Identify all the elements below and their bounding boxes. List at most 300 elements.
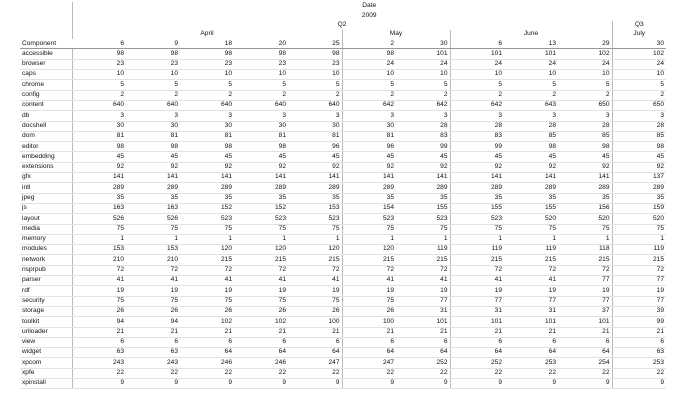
value-cell: 21 xyxy=(126,327,180,337)
value-cell: 2 xyxy=(234,90,288,100)
value-cell: 41 xyxy=(288,276,342,286)
value-cell: 75 xyxy=(288,224,342,234)
value-cell: 94 xyxy=(72,317,126,327)
value-cell: 28 xyxy=(396,121,450,131)
component-name-cell[interactable]: extensions xyxy=(20,162,72,172)
value-cell: 100 xyxy=(288,317,342,327)
component-name-cell[interactable]: modules xyxy=(20,245,72,255)
value-cell: 3 xyxy=(504,111,558,121)
value-cell: 243 xyxy=(126,358,180,368)
day-header[interactable]: 29 xyxy=(558,39,612,49)
value-cell: 21 xyxy=(450,327,504,337)
value-cell: 98 xyxy=(180,49,234,59)
value-cell: 101 xyxy=(396,49,450,59)
value-cell: 64 xyxy=(288,348,342,358)
value-cell: 30 xyxy=(72,121,126,131)
value-cell: 154 xyxy=(342,203,396,213)
value-cell: 21 xyxy=(558,327,612,337)
value-cell: 9 xyxy=(396,378,450,388)
value-cell: 45 xyxy=(180,152,234,162)
value-cell: 39 xyxy=(612,306,666,316)
table-row xyxy=(20,265,666,275)
day-header[interactable]: 6 xyxy=(72,39,126,49)
value-cell: 1 xyxy=(504,234,558,244)
value-cell: 92 xyxy=(180,162,234,172)
day-header[interactable]: 25 xyxy=(288,39,342,49)
quarter-header[interactable]: Q2 xyxy=(337,20,347,28)
value-cell: 72 xyxy=(342,265,396,275)
component-name-cell[interactable]: accessible xyxy=(20,49,72,59)
month-header[interactable]: April xyxy=(200,30,214,38)
component-name-cell[interactable]: js xyxy=(20,203,72,213)
value-cell: 30 xyxy=(180,121,234,131)
value-cell: 81 xyxy=(72,131,126,141)
value-cell: 6 xyxy=(396,337,450,347)
value-cell: 75 xyxy=(504,224,558,234)
day-header-row xyxy=(20,39,666,49)
value-cell: 141 xyxy=(504,173,558,183)
value-cell: 28 xyxy=(504,121,558,131)
value-cell: 41 xyxy=(450,276,504,286)
value-cell: 22 xyxy=(126,368,180,378)
component-name-cell[interactable]: toolkit xyxy=(20,317,72,327)
value-cell: 101 xyxy=(504,317,558,327)
value-cell: 81 xyxy=(234,131,288,141)
component-name-cell[interactable]: xpcom xyxy=(20,358,72,368)
value-cell: 96 xyxy=(288,142,342,152)
value-cell: 120 xyxy=(288,245,342,255)
value-cell: 92 xyxy=(450,162,504,172)
day-header[interactable]: 30 xyxy=(612,39,666,49)
value-cell: 3 xyxy=(558,111,612,121)
component-name-cell[interactable]: caps xyxy=(20,70,72,80)
value-cell: 77 xyxy=(612,276,666,286)
table-row xyxy=(20,131,666,141)
value-cell: 289 xyxy=(288,183,342,193)
value-cell: 141 xyxy=(342,173,396,183)
component-column-header[interactable]: Component xyxy=(20,39,72,49)
component-name-cell[interactable]: rdf xyxy=(20,286,72,296)
component-name-cell[interactable]: security xyxy=(20,296,72,306)
value-cell: 9 xyxy=(72,378,126,388)
value-cell: 215 xyxy=(342,255,396,265)
month-header[interactable]: July xyxy=(612,30,666,39)
value-cell: 83 xyxy=(450,131,504,141)
value-cell: 2 xyxy=(126,90,180,100)
month-header[interactable]: May xyxy=(342,30,450,39)
component-name-cell[interactable]: db xyxy=(20,111,72,121)
value-cell: 92 xyxy=(558,162,612,172)
value-cell: 5 xyxy=(558,80,612,90)
value-cell: 72 xyxy=(72,265,126,275)
component-name-cell[interactable]: content xyxy=(20,100,72,110)
value-cell: 289 xyxy=(612,183,666,193)
day-header[interactable]: 2 xyxy=(342,39,396,49)
table-row xyxy=(20,59,666,69)
value-cell: 64 xyxy=(450,348,504,358)
value-cell: 19 xyxy=(396,286,450,296)
table-row xyxy=(20,100,666,110)
quarter-header[interactable]: Q3 xyxy=(612,21,666,30)
component-name-cell[interactable]: dom xyxy=(20,131,72,141)
value-cell: 10 xyxy=(558,70,612,80)
table-row xyxy=(20,183,666,193)
value-cell: 101 xyxy=(450,49,504,59)
value-cell: 5 xyxy=(396,80,450,90)
value-cell: 10 xyxy=(450,70,504,80)
value-cell: 64 xyxy=(180,348,234,358)
value-cell: 22 xyxy=(180,368,234,378)
table-row xyxy=(20,80,666,90)
component-name-cell[interactable]: embedding xyxy=(20,152,72,162)
value-cell: 22 xyxy=(234,368,288,378)
value-cell: 243 xyxy=(72,358,126,368)
table-row xyxy=(20,286,666,296)
day-header[interactable]: 9 xyxy=(126,39,180,49)
value-cell: 30 xyxy=(288,121,342,131)
value-cell: 99 xyxy=(450,142,504,152)
day-header[interactable]: 6 xyxy=(450,39,504,49)
value-cell: 41 xyxy=(72,276,126,286)
value-cell: 246 xyxy=(180,358,234,368)
component-name-cell[interactable]: intl xyxy=(20,183,72,193)
value-cell: 23 xyxy=(234,59,288,69)
value-cell: 72 xyxy=(612,265,666,275)
value-cell: 10 xyxy=(288,70,342,80)
value-cell: 22 xyxy=(450,368,504,378)
value-cell: 35 xyxy=(126,193,180,203)
value-cell: 10 xyxy=(180,70,234,80)
value-cell: 23 xyxy=(180,59,234,69)
value-cell: 2 xyxy=(612,90,666,100)
value-cell: 9 xyxy=(126,378,180,388)
component-name-cell[interactable]: xpinstall xyxy=(20,378,72,388)
table-row xyxy=(20,142,666,152)
value-cell: 119 xyxy=(396,245,450,255)
value-cell: 98 xyxy=(72,142,126,152)
value-cell: 72 xyxy=(126,265,180,275)
value-cell: 24 xyxy=(396,59,450,69)
table-row xyxy=(20,255,666,265)
table-row xyxy=(20,327,666,337)
value-cell: 5 xyxy=(180,80,234,90)
component-name-cell[interactable]: chrome xyxy=(20,80,72,90)
value-cell: 2 xyxy=(180,90,234,100)
day-header[interactable]: 30 xyxy=(396,39,450,49)
value-cell: 247 xyxy=(342,358,396,368)
table-row xyxy=(20,111,666,121)
value-cell: 102 xyxy=(180,317,234,327)
value-cell: 41 xyxy=(504,276,558,286)
value-cell: 35 xyxy=(234,193,288,203)
value-cell: 24 xyxy=(504,59,558,69)
table-row xyxy=(20,337,666,347)
value-cell: 526 xyxy=(126,214,180,224)
component-name-cell[interactable]: memory xyxy=(20,234,72,244)
value-cell: 35 xyxy=(450,193,504,203)
value-cell: 21 xyxy=(180,327,234,337)
value-cell: 21 xyxy=(612,327,666,337)
value-cell: 254 xyxy=(558,358,612,368)
value-cell: 1 xyxy=(180,234,234,244)
value-cell: 10 xyxy=(126,70,180,80)
value-cell: 19 xyxy=(612,286,666,296)
value-cell: 2 xyxy=(342,90,396,100)
value-cell: 23 xyxy=(126,59,180,69)
value-cell: 75 xyxy=(234,224,288,234)
value-cell: 35 xyxy=(396,193,450,203)
component-name-cell[interactable]: nsprpub xyxy=(20,265,72,275)
value-cell: 100 xyxy=(342,317,396,327)
table-row xyxy=(20,348,666,358)
value-cell: 28 xyxy=(558,121,612,131)
value-cell: 210 xyxy=(72,255,126,265)
table-row xyxy=(20,203,666,213)
value-cell: 75 xyxy=(180,224,234,234)
value-cell: 98 xyxy=(126,49,180,59)
day-header[interactable]: 13 xyxy=(504,39,558,49)
value-cell: 215 xyxy=(504,255,558,265)
value-cell: 21 xyxy=(504,327,558,337)
value-cell: 19 xyxy=(234,286,288,296)
value-cell: 21 xyxy=(234,327,288,337)
value-cell: 98 xyxy=(612,142,666,152)
component-name-cell[interactable]: uriloader xyxy=(20,327,72,337)
value-cell: 81 xyxy=(126,131,180,141)
value-cell: 10 xyxy=(72,70,126,80)
value-cell: 2 xyxy=(396,90,450,100)
table-row xyxy=(20,245,666,255)
component-name-cell[interactable]: gfx xyxy=(20,173,72,183)
value-cell: 210 xyxy=(126,255,180,265)
component-name-cell[interactable]: storage xyxy=(20,306,72,316)
value-cell: 6 xyxy=(450,337,504,347)
value-cell: 75 xyxy=(72,224,126,234)
table-row xyxy=(20,378,666,388)
value-cell: 9 xyxy=(612,378,666,388)
value-cell: 75 xyxy=(234,296,288,306)
value-cell: 10 xyxy=(612,70,666,80)
value-cell: 9 xyxy=(450,378,504,388)
value-cell: 30 xyxy=(234,121,288,131)
month-header-row xyxy=(20,30,666,39)
value-cell: 1 xyxy=(342,234,396,244)
value-cell: 155 xyxy=(504,203,558,213)
component-name-cell[interactable]: parser xyxy=(20,276,72,286)
value-cell: 3 xyxy=(180,111,234,121)
table-row xyxy=(20,214,666,224)
value-cell: 72 xyxy=(234,265,288,275)
component-name-cell[interactable]: xpfe xyxy=(20,368,72,378)
value-cell: 141 xyxy=(288,173,342,183)
value-cell: 41 xyxy=(396,276,450,286)
component-name-cell[interactable]: widget xyxy=(20,348,72,358)
value-cell: 5 xyxy=(126,80,180,90)
value-cell: 119 xyxy=(612,245,666,255)
value-cell: 141 xyxy=(450,173,504,183)
value-cell: 6 xyxy=(288,337,342,347)
table-row xyxy=(20,276,666,286)
value-cell: 6 xyxy=(558,337,612,347)
value-cell: 26 xyxy=(180,306,234,316)
value-cell: 41 xyxy=(342,276,396,286)
value-cell: 6 xyxy=(72,337,126,347)
value-cell: 19 xyxy=(72,286,126,296)
value-cell: 85 xyxy=(612,131,666,141)
table-row xyxy=(20,296,666,306)
value-cell: 31 xyxy=(396,306,450,316)
value-cell: 99 xyxy=(612,317,666,327)
value-cell: 289 xyxy=(396,183,450,193)
value-cell: 24 xyxy=(558,59,612,69)
table-row xyxy=(20,173,666,183)
value-cell: 41 xyxy=(126,276,180,286)
value-cell: 98 xyxy=(504,142,558,152)
component-name-cell[interactable]: network xyxy=(20,255,72,265)
value-cell: 22 xyxy=(342,368,396,378)
component-name-cell[interactable]: media xyxy=(20,224,72,234)
value-cell: 523 xyxy=(288,214,342,224)
value-cell: 1 xyxy=(72,234,126,244)
value-cell: 3 xyxy=(234,111,288,121)
value-cell: 153 xyxy=(288,203,342,213)
value-cell: 141 xyxy=(180,173,234,183)
value-cell: 21 xyxy=(288,327,342,337)
pivot-table xyxy=(20,2,666,389)
value-cell: 153 xyxy=(126,245,180,255)
value-cell: 75 xyxy=(450,224,504,234)
value-cell: 640 xyxy=(288,100,342,110)
value-cell: 156 xyxy=(558,203,612,213)
value-cell: 23 xyxy=(72,59,126,69)
value-cell: 3 xyxy=(450,111,504,121)
table-row xyxy=(20,49,666,59)
value-cell: 526 xyxy=(72,214,126,224)
quarter-header-row xyxy=(20,21,666,30)
value-cell: 119 xyxy=(450,245,504,255)
value-cell: 523 xyxy=(342,214,396,224)
value-cell: 252 xyxy=(396,358,450,368)
year-header[interactable]: 2009 xyxy=(361,11,377,19)
value-cell: 101 xyxy=(504,49,558,59)
header-corner xyxy=(20,30,72,39)
component-name-cell[interactable]: view xyxy=(20,337,72,347)
table-row xyxy=(20,317,666,327)
value-cell: 72 xyxy=(450,265,504,275)
value-cell: 35 xyxy=(180,193,234,203)
value-cell: 45 xyxy=(288,152,342,162)
value-cell: 45 xyxy=(504,152,558,162)
value-cell: 640 xyxy=(180,100,234,110)
value-cell: 289 xyxy=(558,183,612,193)
value-cell: 92 xyxy=(342,162,396,172)
value-cell: 101 xyxy=(450,317,504,327)
value-cell: 215 xyxy=(180,255,234,265)
value-cell: 19 xyxy=(288,286,342,296)
value-cell: 163 xyxy=(126,203,180,213)
value-cell: 63 xyxy=(126,348,180,358)
table-row xyxy=(20,368,666,378)
value-cell: 101 xyxy=(558,317,612,327)
value-cell: 643 xyxy=(504,100,558,110)
value-cell: 9 xyxy=(504,378,558,388)
value-cell: 253 xyxy=(504,358,558,368)
value-cell: 1 xyxy=(396,234,450,244)
value-cell: 41 xyxy=(180,276,234,286)
value-cell: 159 xyxy=(612,203,666,213)
value-cell: 10 xyxy=(234,70,288,80)
component-name-cell[interactable]: layout xyxy=(20,214,72,224)
value-cell: 24 xyxy=(342,59,396,69)
value-cell: 642 xyxy=(342,100,396,110)
value-cell: 22 xyxy=(72,368,126,378)
value-cell: 24 xyxy=(612,59,666,69)
table-row xyxy=(20,162,666,172)
month-header[interactable]: June xyxy=(450,30,612,39)
value-cell: 19 xyxy=(180,286,234,296)
date-dimension-label[interactable]: Date xyxy=(362,2,377,10)
value-cell: 81 xyxy=(342,131,396,141)
value-cell: 650 xyxy=(612,100,666,110)
value-cell: 22 xyxy=(396,368,450,378)
day-header[interactable]: 20 xyxy=(234,39,288,49)
value-cell: 523 xyxy=(450,214,504,224)
value-cell: 19 xyxy=(504,286,558,296)
value-cell: 120 xyxy=(180,245,234,255)
value-cell: 75 xyxy=(342,296,396,306)
component-name-cell[interactable]: jpeg xyxy=(20,193,72,203)
value-cell: 6 xyxy=(342,337,396,347)
component-name-cell[interactable]: browser xyxy=(20,59,72,69)
value-cell: 85 xyxy=(504,131,558,141)
value-cell: 63 xyxy=(72,348,126,358)
value-cell: 75 xyxy=(180,296,234,306)
value-cell: 289 xyxy=(234,183,288,193)
value-cell: 92 xyxy=(612,162,666,172)
value-cell: 81 xyxy=(180,131,234,141)
value-cell: 102 xyxy=(612,49,666,59)
value-cell: 75 xyxy=(72,296,126,306)
value-cell: 1 xyxy=(234,234,288,244)
value-cell: 9 xyxy=(234,378,288,388)
value-cell: 6 xyxy=(180,337,234,347)
value-cell: 640 xyxy=(72,100,126,110)
component-name-cell[interactable]: config xyxy=(20,90,72,100)
table-row xyxy=(20,306,666,316)
value-cell: 246 xyxy=(234,358,288,368)
value-cell: 23 xyxy=(288,59,342,69)
value-cell: 75 xyxy=(342,224,396,234)
value-cell: 28 xyxy=(612,121,666,131)
value-cell: 64 xyxy=(234,348,288,358)
component-name-cell[interactable]: docshell xyxy=(20,121,72,131)
value-cell: 289 xyxy=(342,183,396,193)
value-cell: 26 xyxy=(288,306,342,316)
table-row xyxy=(20,193,666,203)
value-cell: 98 xyxy=(234,142,288,152)
value-cell: 22 xyxy=(558,368,612,378)
value-cell: 75 xyxy=(396,224,450,234)
value-cell: 1 xyxy=(288,234,342,244)
day-header[interactable]: 18 xyxy=(180,39,234,49)
value-cell: 523 xyxy=(234,214,288,224)
value-cell: 21 xyxy=(396,327,450,337)
component-name-cell[interactable]: editor xyxy=(20,142,72,152)
value-cell: 35 xyxy=(612,193,666,203)
value-cell: 520 xyxy=(558,214,612,224)
value-cell: 252 xyxy=(450,358,504,368)
value-cell: 523 xyxy=(180,214,234,224)
